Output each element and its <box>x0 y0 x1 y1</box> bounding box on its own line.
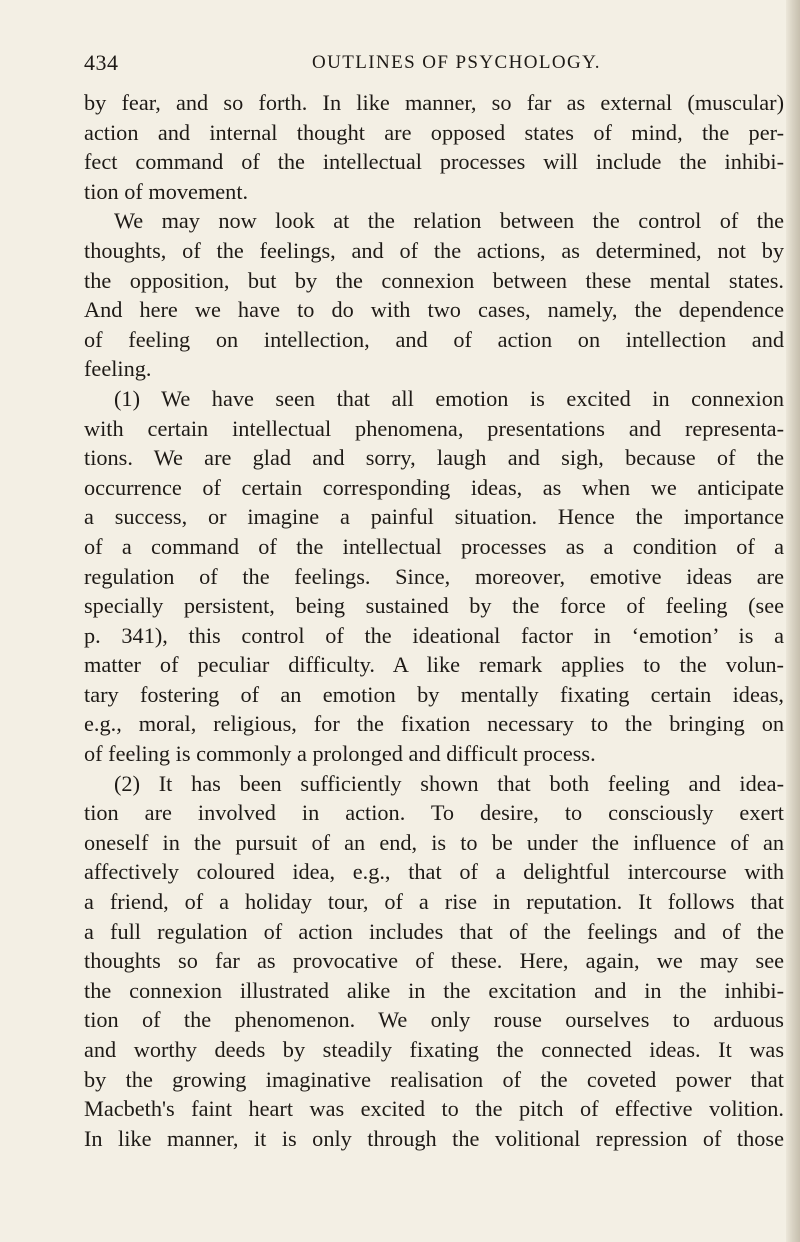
text-line: tion of movement. <box>84 178 249 204</box>
text-line: tion are involved in action. To desire, to consciously exert <box>84 800 784 826</box>
text-line: of feeling is commonly a prolonged and difficult process. <box>84 741 596 767</box>
text-line: tary fostering of an emotion by mentally fixating certain ideas, <box>84 681 784 707</box>
text-line: thoughts so far as provocative of these. Here, again, we may see <box>84 948 784 974</box>
text-line: by fear, and so forth. In like manner, so far as external (muscular) <box>84 90 784 115</box>
text-line: (2) It has been sufficiently shown that both feeling and idea- <box>114 770 784 796</box>
body-text <box>84 88 784 1153</box>
page-number: 434 <box>84 50 119 75</box>
running-title: OUTLINES OF PSYCHOLOGY. <box>312 52 601 73</box>
text-line: p. 341), this control of the ideational factor in ‘emotion’ is a <box>84 622 784 648</box>
text-line: a friend, of a holiday tour, of a rise in reputation. It follows that <box>84 889 784 915</box>
text-line: tions. We are glad and sorry, laugh and sigh, because of the <box>84 445 784 471</box>
text-line: and worthy deeds by steadily fixating the connected ideas. It was <box>84 1037 784 1062</box>
page-edge-shadow <box>786 0 800 1242</box>
text-line: specially persistent, being sustained by the force of feeling (see <box>84 593 784 619</box>
text-line: the opposition, but by the connexion between these mental states. <box>84 267 784 293</box>
text-line: e.g., moral, religious, for the fixation necessary to the bringing on <box>84 711 784 737</box>
text-line: tion of the phenomenon. We only rouse ourselves to arduous <box>84 1007 784 1033</box>
text-line: action and internal thought are opposed states of mind, the per- <box>84 119 784 145</box>
text-line: a success, or imagine a painful situation. Hence the importance <box>84 504 784 530</box>
text-line: fect command of the intellectual processes will include the inhibi- <box>84 149 784 175</box>
text-line: with certain intellectual phenomena, presentations and representa- <box>84 415 784 441</box>
text-line: affectively coloured idea, e.g., that of a delightful intercourse with <box>84 859 784 885</box>
text-line: occurrence of certain corresponding ideas, as when we anticipate <box>84 474 784 500</box>
text-line: regulation of the feelings. Since, moreover, emotive ideas are <box>84 563 784 589</box>
text-line: oneself in the pursuit of an end, is to be under the influence of an <box>84 829 784 855</box>
text-line: We may now look at the relation between the control of the <box>114 208 784 234</box>
text-line: And here we have to do with two cases, namely, the dependence <box>84 297 784 323</box>
text-line: of a command of the intellectual processes as a condition of a <box>84 533 784 559</box>
text-line: by the growing imaginative realisation of the coveted power that <box>84 1066 784 1092</box>
text-line: thoughts, of the feelings, and of the actions, as determined, not by <box>84 237 784 263</box>
text-line: Macbeth's faint heart was excited to the pitch of effective volition. <box>84 1096 784 1122</box>
text-line: In like manner, it is only through the volitional repression of those <box>84 1125 784 1151</box>
text-line: the connexion illustrated alike in the excitation and in the inhibi- <box>84 977 784 1003</box>
page-header <box>80 50 786 80</box>
text-line: matter of peculiar difficulty. A like remark applies to the volun- <box>84 652 784 678</box>
text-line: feeling. <box>84 356 152 382</box>
text-line: of feeling on intellection, and of action on intellection and <box>84 326 784 352</box>
text-line: (1) We have seen that all emotion is excited in connexion <box>114 385 784 411</box>
text-line: a full regulation of action includes that of the feelings and of the <box>84 918 784 944</box>
